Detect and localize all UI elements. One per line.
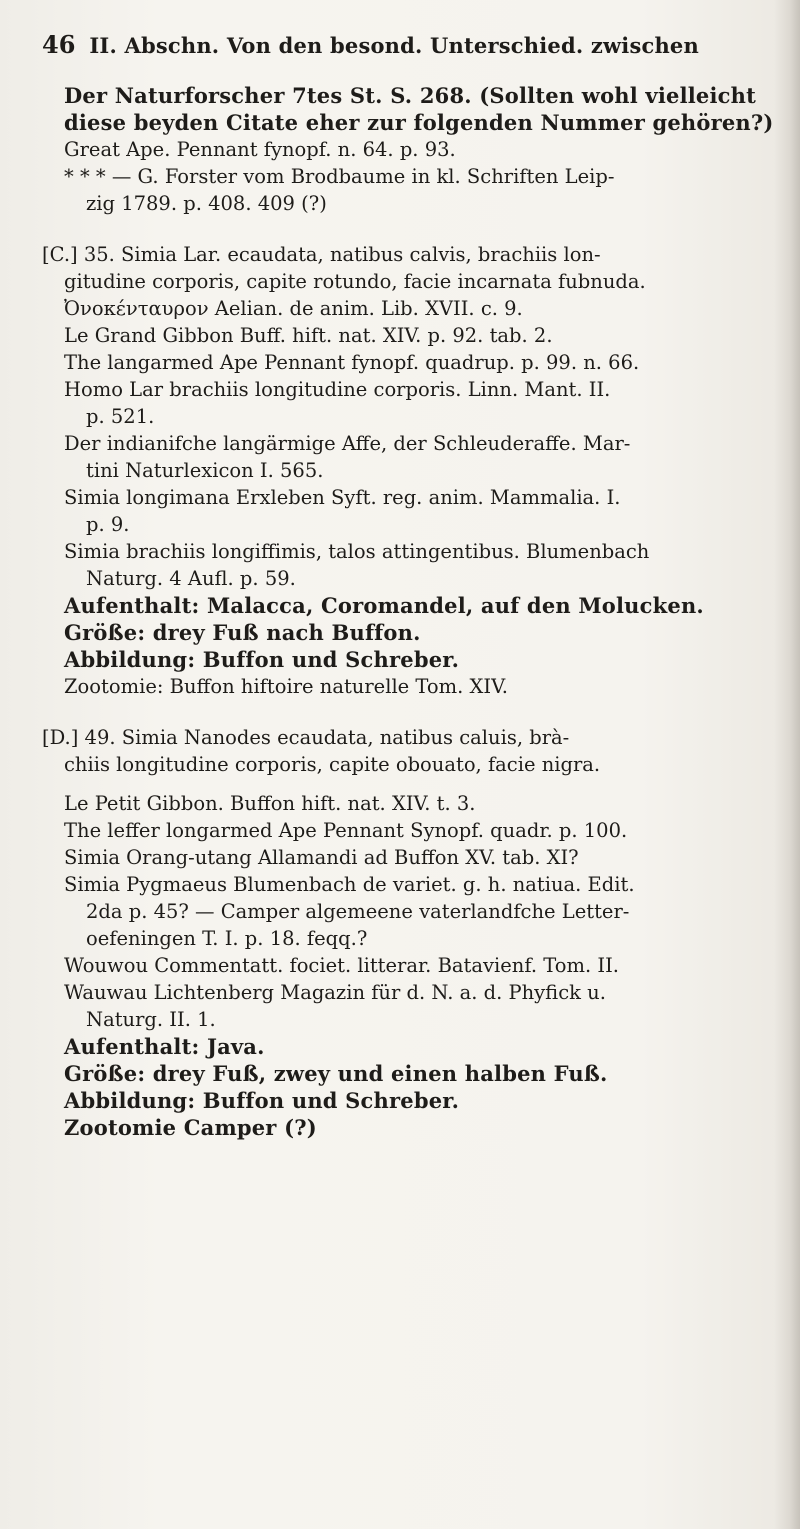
- text-line-l16: p. 9.: [86, 513, 130, 536]
- text-line-l31: Wouwou Commentatt. fociet. litterar. Batavienf. Tom. II.: [64, 954, 619, 977]
- page-header: [42, 30, 767, 82]
- text-line-l1: Der Naturforscher 7tes St. S. 268. (Sollten wohl vielleicht: [64, 83, 757, 108]
- text-line-l14: tini Naturlexicon I. 565.: [86, 459, 324, 482]
- text-line-l30: oefeningen T. I. p. 18. feqq.?: [86, 927, 368, 950]
- text-line-l20: Größe: drey Fuß nach Buffon.: [64, 620, 421, 645]
- text-line-l27: Simia Orang-utang Allamandi ad Buffon XV. tab. XI?: [64, 846, 579, 869]
- text-line-l11: Homo Lar brachiis longitudine corporis. Linn. Mant. II.: [64, 378, 611, 401]
- text-line-l18: Naturg. 4 Aufl. p. 59.: [86, 567, 296, 590]
- text-line-l4: * * * — G. Forster vom Brodbaume in kl. Schriften Leip-: [64, 165, 615, 188]
- text-line-l22: Zootomie: Buffon hiftoire naturelle Tom. XIV.: [64, 675, 508, 698]
- text-line-l6: [C.] 35. Simia Lar. ecaudata, natibus calvis, brachiis lon-: [42, 243, 601, 266]
- text-line-l36: Abbildung: Buffon und Schreber.: [64, 1088, 460, 1113]
- text-line-l7: gitudine corporis, capite rotundo, facie incarnata fubnuda.: [64, 270, 646, 293]
- text-line-l33: Naturg. II. 1.: [86, 1008, 216, 1031]
- text-line-l2: diese beyden Citate eher zur folgenden Nummer gehören?): [64, 110, 774, 135]
- text-line-l34: Aufenthalt: Java.: [64, 1034, 265, 1059]
- text-line-l3: Great Ape. Pennant fynopf. n. 64. p. 93.: [64, 138, 456, 161]
- text-line-l5: zig 1789. p. 408. 409 (?): [86, 192, 327, 215]
- paragraph-gap: [42, 700, 767, 724]
- text-line-l13: Der indianifche langärmige Affe, der Schleuderaffe. Mar-: [64, 432, 631, 455]
- text-line-l8: Ὀνοκένταυρον Aelian. de anim. Lib. XVII. c. 9.: [64, 297, 523, 320]
- text-line-l28: Simia Pygmaeus Blumenbach de variet. g. h. natiua. Edit.: [64, 873, 635, 896]
- page-gutter-shadow: [774, 0, 800, 1529]
- text-line-l25: Le Petit Gibbon. Buffon hift. nat. XIV. t. 3.: [64, 792, 476, 815]
- running-title: II. Abschn. Von den besond. Unterschied. zwischen: [89, 33, 699, 58]
- text-line-l35: Größe: drey Fuß, zwey und einen halben Fuß.: [64, 1061, 608, 1086]
- text-line-l37: Zootomie Camper (?): [64, 1115, 317, 1140]
- text-line-l24: chiis longitudine corporis, capite obouato, facie nigra.: [64, 753, 601, 776]
- paragraph-gap: [42, 778, 767, 790]
- text-line-l10: The langarmed Ape Pennant fynopf. quadrup. p. 99. n. 66.: [64, 351, 640, 374]
- text-line-l29: 2da p. 45? — Camper algemeene vaterlandfche Letter-: [86, 900, 630, 923]
- text-line-l9: Le Grand Gibbon Buff. hift. nat. XIV. p. 92. tab. 2.: [64, 324, 553, 347]
- text-line-l32: Wauwau Lichtenberg Magazin für d. N. a. d. Phyfick u.: [64, 981, 606, 1004]
- text-line-l15: Simia longimana Erxleben Syft. reg. anim. Mammalia. I.: [64, 486, 621, 509]
- text-line-l17: Simia brachiis longiffimis, talos attingentibus. Blumenbach: [64, 540, 650, 563]
- text-line-l26: The leffer longarmed Ape Pennant Synopf. quadr. p. 100.: [64, 819, 628, 842]
- text-line-l12: p. 521.: [86, 405, 155, 428]
- page-body: [42, 82, 774, 1141]
- text-line-l21: Abbildung: Buffon und Schreber.: [64, 647, 460, 672]
- text-line-l23: [D.] 49. Simia Nanodes ecaudata, natibus caluis, brà-: [42, 726, 570, 749]
- paragraph-gap: [42, 217, 767, 241]
- text-line-l19: Aufenthalt: Malacca, Coromandel, auf den Molucken.: [64, 593, 704, 618]
- page-number: 46: [42, 30, 76, 59]
- page-text: [42, 30, 774, 1141]
